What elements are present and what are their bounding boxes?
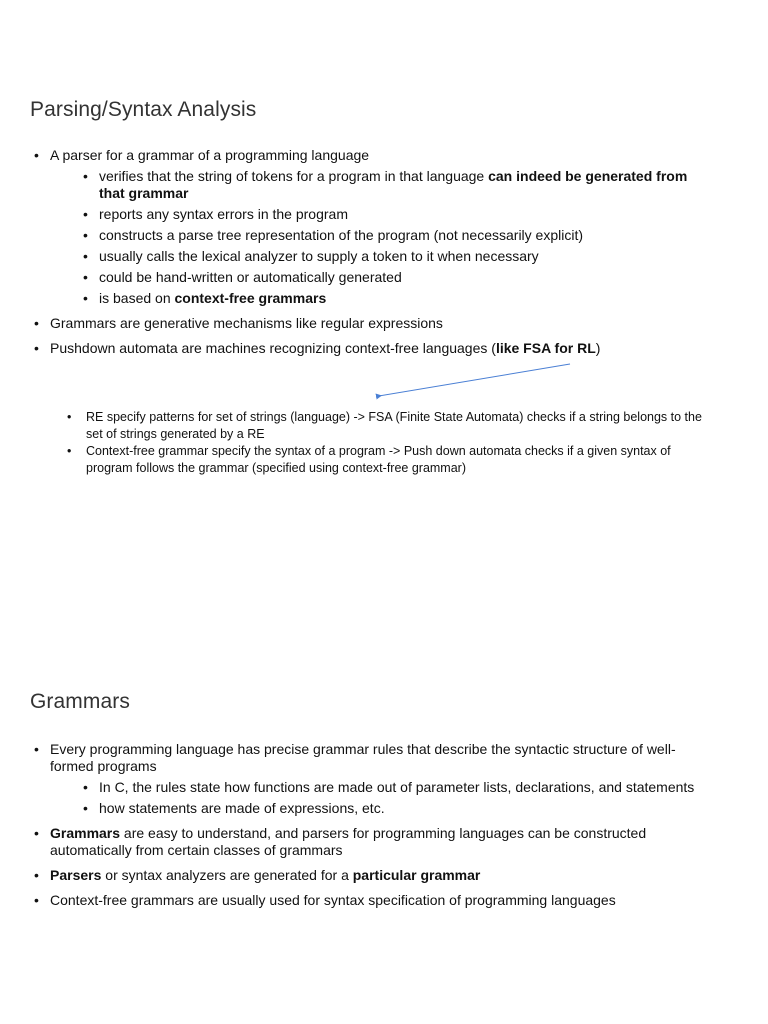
- bullet-item: [30, 892, 710, 909]
- arrow-line: [379, 364, 570, 396]
- sub-bullet-item: [50, 206, 710, 223]
- bullet-text-end: ): [595, 340, 601, 356]
- bullet-item: [30, 867, 710, 884]
- bullet-text: A parser for a grammar of a programming language: [50, 147, 370, 163]
- slide-grammars: [0, 594, 768, 994]
- sub-bullet-item: [50, 800, 710, 817]
- bullet-item: [30, 825, 710, 859]
- sub-bullet-text: how statements are made of expressions, etc.: [99, 800, 385, 816]
- sub-bullet-item: [50, 168, 710, 202]
- bullet-text: Grammars are generative mechanisms like regular expressions: [50, 315, 443, 331]
- bold-text: Grammars: [50, 825, 121, 841]
- bullet-item: [30, 340, 710, 357]
- note-text: RE specify patterns for set of strings (language) -> FSA (Finite State Automata) checks if a string belongs to the set of strings generated by a RE: [86, 410, 702, 441]
- sub-bullet-text: is based on: [99, 290, 175, 306]
- bullet-text: are easy to understand, and parsers for programming languages can be constructed automatically from certain classes of grammars: [50, 825, 647, 858]
- slide-title: Grammars: [30, 690, 130, 713]
- sub-bullet-item: [50, 290, 710, 307]
- sub-bullet-item: [50, 248, 710, 265]
- sub-bullet-list: [50, 168, 710, 307]
- bold-text: particular grammar: [352, 867, 481, 883]
- bold-text: like FSA for RL: [495, 340, 596, 356]
- bullet-item: [30, 741, 710, 817]
- bullet-text: Every programming language has precise grammar rules that describe the syntactic structure of well-formed programs: [50, 741, 676, 774]
- bullet-item: [30, 315, 710, 332]
- sub-bullet-item: [50, 779, 710, 796]
- sub-bullet-item: [50, 227, 710, 244]
- sub-bullet-text: could be hand-written or automatically generated: [99, 269, 402, 285]
- bold-text: can indeed be generated from that grammar: [99, 168, 688, 201]
- bullet-item: [30, 147, 710, 307]
- sub-bullet-list: [50, 779, 710, 817]
- sub-bullet-text: In C, the rules state how functions are made out of parameter lists, declarations, and statements: [99, 779, 695, 795]
- slide-parsing-syntax-analysis: [0, 0, 768, 500]
- bullet-text: Context-free grammars are usually used for syntax specification of programming languages: [50, 892, 616, 908]
- bullet-list: [30, 741, 710, 917]
- sub-bullet-text: usually calls the lexical analyzer to supply a token to it when necessary: [99, 248, 539, 264]
- sub-bullet-text: constructs a parse tree representation of the program (not necessarily explicit): [99, 227, 584, 243]
- bullet-text: or syntax analyzers are generated for a: [101, 867, 353, 883]
- notes-list: [66, 409, 706, 477]
- sub-bullet-text: reports any syntax errors in the program: [99, 206, 348, 222]
- note-item: [66, 443, 706, 477]
- bullet-text: Pushdown automata are machines recognizing context-free languages (: [50, 340, 496, 356]
- slide-title: Parsing/Syntax Analysis: [30, 98, 257, 121]
- sub-bullet-item: [50, 269, 710, 286]
- note-item: [66, 409, 706, 443]
- note-text: Context-free grammar specify the syntax of a program -> Push down automata checks if a given syntax of program follows the grammar (specified using context-free grammar): [86, 444, 671, 475]
- sub-bullet-text: verifies that the string of tokens for a program in that language: [99, 168, 489, 184]
- bold-text: Parsers: [50, 867, 102, 883]
- bold-text: context-free grammars: [174, 290, 327, 306]
- bullet-list: [30, 147, 710, 365]
